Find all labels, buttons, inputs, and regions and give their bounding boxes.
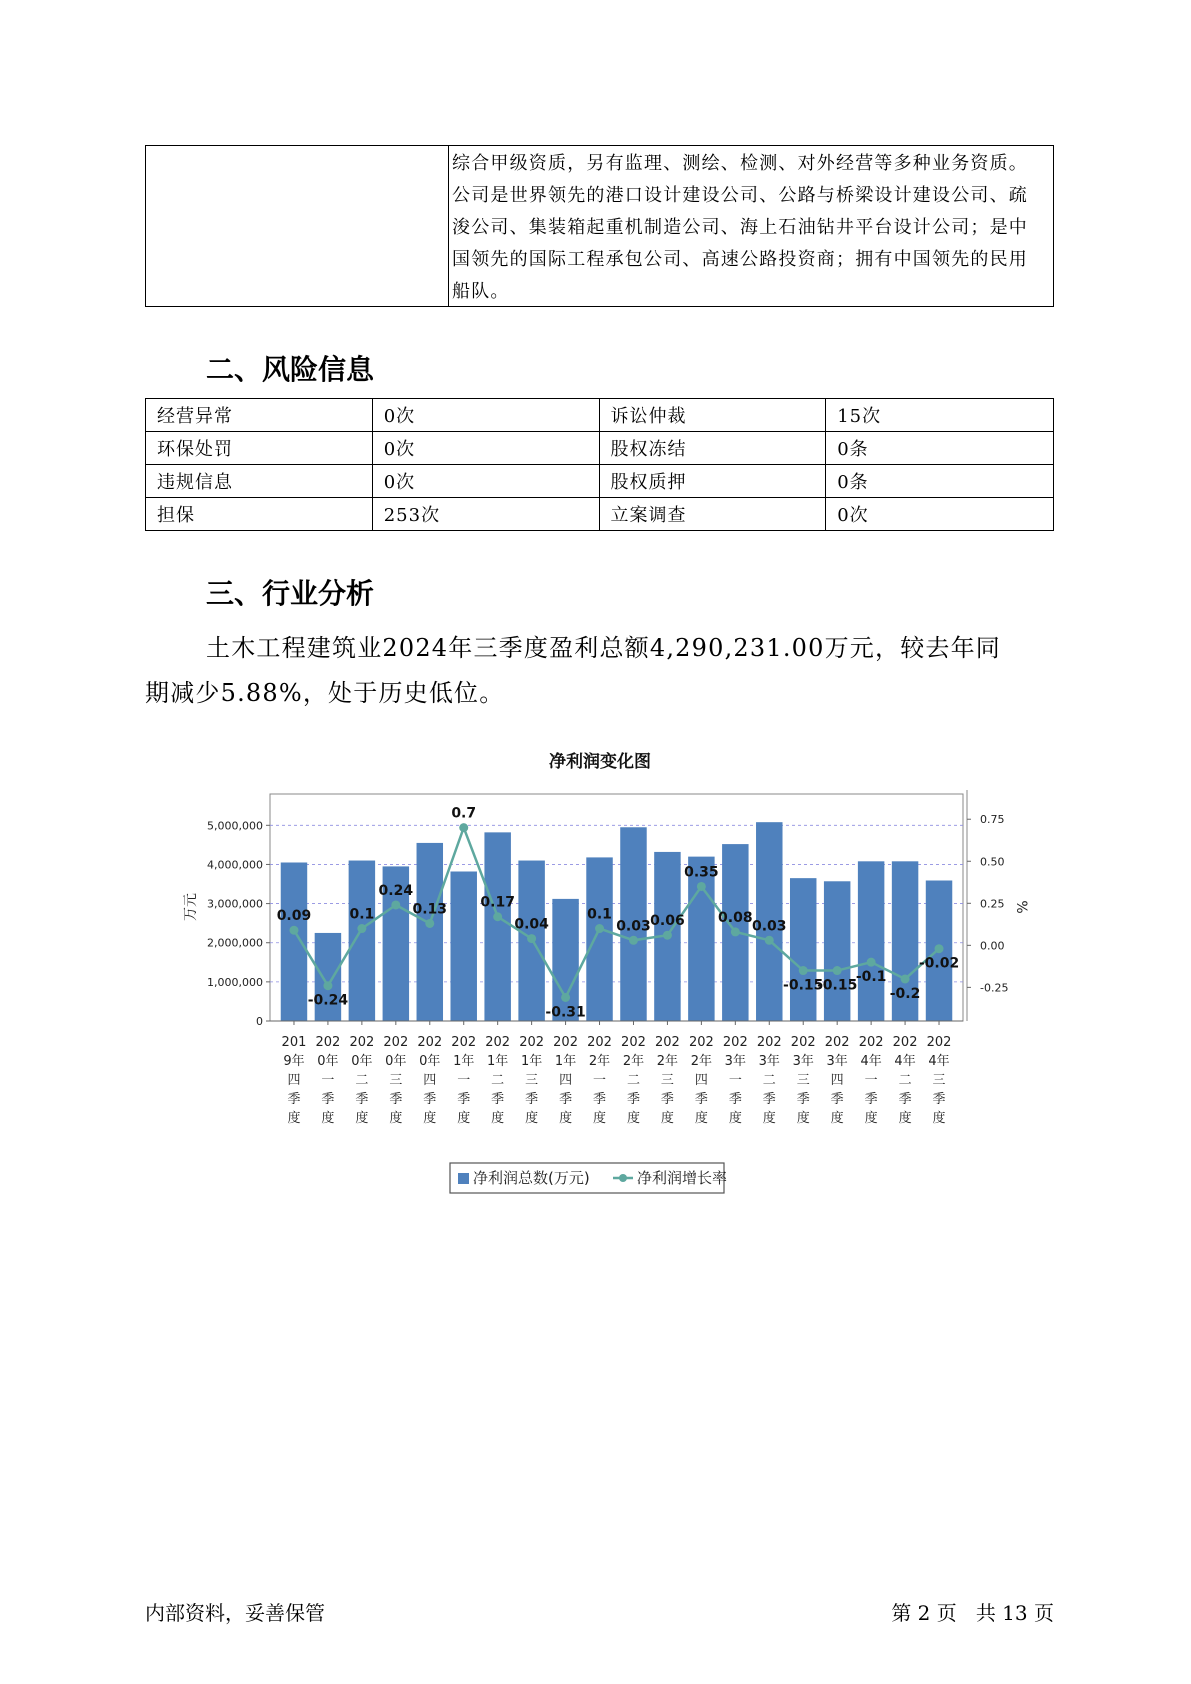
company-description-cell [449,146,1053,306]
growth-rate-point [595,924,604,933]
y2-tick-label: -0.25 [980,981,1009,995]
net-profit-bar [484,832,510,1021]
growth-rate-label: 0.09 [276,908,312,925]
y-tick-label: 0 [256,1015,263,1028]
x-tick-label: 202 0年四季度 [417,1035,443,1126]
net-profit-bar [790,878,816,1021]
description-line: 船队。 [452,281,510,302]
legend-line-label: 净利润增长率 [637,1169,728,1187]
growth-rate-point [561,993,570,1002]
growth-rate-point [765,936,774,945]
x-tick-label: 202 1年三季度 [519,1035,545,1126]
footer-page-number: 第 2 页 共 13 页 [891,1601,1054,1625]
x-tick-label: 202 4年二季度 [892,1035,918,1126]
x-tick-label: 202 0年二季度 [349,1035,375,1126]
risk-value: 0次 [826,498,1054,531]
growth-rate-point [527,934,536,943]
description-line: 综合甲级资质，另有监理、测绘、检测、对外经营等多种业务资质。 [452,153,1028,174]
chart-title: 净利润变化图 [549,752,651,772]
x-tick-label: 201 9年四季度 [281,1035,307,1126]
growth-rate-point [357,924,366,933]
net-profit-bar [450,871,476,1021]
growth-rate-point [391,900,400,909]
x-tick-label: 202 4年一季度 [858,1035,884,1126]
growth-rate-label: 0.24 [378,882,414,899]
analysis-paragraph-line: 期减少5.88%，处于历史低位。 [145,679,505,707]
x-tick-label: 202 2年三季度 [655,1035,680,1126]
legend-bar-swatch [458,1173,469,1184]
chart-legend [450,1163,727,1193]
analysis-paragraph-line: 土木工程建筑业2024年三季度盈利总额4,290,231.00万元，较去年同 [206,634,1001,662]
growth-rate-label: -0.24 [307,992,349,1009]
y-tick-label: 5,000,000 [207,819,263,833]
x-axis-ticks [282,1021,952,1126]
growth-rate-label: -0.15 [783,977,824,994]
net-profit-bar [586,857,612,1021]
risk-label: 诉讼仲裁 [599,399,826,432]
footer-confidential: 内部资料，妥善保管 [145,1601,325,1625]
risk-value: 0条 [826,432,1054,465]
x-tick-label: 202 0年一季度 [315,1035,341,1126]
growth-rate-label: 0.7 [451,805,477,822]
growth-rate-point [833,966,842,975]
description-line: 国领先的国际工程承包公司、高速公路投资商；拥有中国领先的民用 [452,249,1028,270]
growth-rate-label: -0.2 [889,985,921,1002]
risk-label: 环保处罚 [146,432,373,465]
risk-value: 0条 [826,465,1054,498]
growth-rate-label: 0.08 [718,909,753,926]
y2-axis-label: % [1013,900,1029,914]
growth-rate-label: 0.04 [514,916,549,933]
x-tick-label: 202 2年四季度 [688,1035,714,1126]
growth-rate-point [323,981,332,990]
risk-label: 经营异常 [146,399,373,432]
growth-rate-point [697,882,706,891]
risk-label: 股权冻结 [599,432,826,465]
y-tick-label: 2,000,000 [207,936,263,950]
growth-rate-label: 0.13 [412,901,448,918]
y2-tick-label: 0.25 [980,897,1005,911]
growth-rate-label: -0.15 [816,977,858,994]
industry-section-title: 三、行业分析 [206,577,375,610]
description-line: 浚公司、集装箱起重机制造公司、海上石油钻井平台设计公司；是中 [452,217,1028,238]
growth-rate-label: 0.17 [480,894,515,911]
risk-value: 0次 [372,399,599,432]
table-row [146,399,1054,432]
description-line: 公司是世界领先的港口设计建设公司、公路与桥梁设计建设公司、疏 [452,185,1028,206]
risk-info-table [145,398,1054,531]
risk-value: 15次 [826,399,1054,432]
net-profit-chart [175,740,1035,1200]
growth-rate-label: 0.1 [349,906,375,923]
legend-bar-label: 净利润总数(万元) [473,1169,590,1187]
y-tick-label: 4,000,000 [207,858,263,872]
x-tick-label: 202 2年一季度 [587,1035,612,1126]
growth-rate-point [425,919,434,928]
growth-rate-point [799,966,808,975]
growth-rate-point [867,958,876,967]
growth-rate-label: 0.06 [650,913,685,930]
growth-rate-label: 0.03 [752,918,787,935]
y2-tick-label: 0.50 [980,855,1005,869]
net-profit-bar [349,861,375,1021]
net-profit-bar [281,862,307,1021]
growth-rate-label: 0.35 [684,864,719,881]
company-info-table [145,145,1054,307]
x-tick-label: 202 3年三季度 [790,1035,816,1126]
risk-value: 253次 [372,498,599,531]
y2-axis-ticks [967,790,1008,1021]
growth-rate-point [901,974,910,983]
y-tick-label: 3,000,000 [207,897,263,911]
legend-line-marker [619,1174,627,1182]
growth-rate-point [731,927,740,936]
table-label-cell [146,146,449,306]
risk-value: 0次 [372,465,599,498]
risk-section-title: 二、风险信息 [206,353,375,386]
x-tick-label: 202 3年二季度 [756,1035,782,1126]
growth-rate-point [935,944,944,953]
growth-rate-point [663,931,672,940]
y-axis-label: 万元 [183,893,199,921]
x-tick-label: 202 1年一季度 [451,1035,477,1126]
growth-rate-label: -0.02 [918,955,960,972]
net-profit-bar [552,899,578,1021]
table-row [146,498,1054,531]
y2-tick-label: 0.75 [980,813,1005,827]
growth-rate-point [459,823,468,832]
x-tick-label: 202 1年四季度 [553,1035,578,1126]
table-row [146,432,1054,465]
x-tick-label: 202 2年二季度 [621,1035,646,1126]
y-tick-label: 1,000,000 [207,975,263,989]
risk-label: 违规信息 [146,465,373,498]
x-tick-label: 202 3年四季度 [824,1035,850,1126]
growth-rate-label: -0.31 [545,1004,586,1021]
risk-label: 股权质押 [599,465,826,498]
table-row [146,465,1054,498]
growth-rate-point [289,926,298,935]
risk-value: 0次 [372,432,599,465]
net-profit-bar [688,857,714,1021]
growth-rate-point [493,912,502,921]
risk-label: 担保 [146,498,373,531]
net-profit-bar [417,843,443,1021]
x-tick-label: 202 0年三季度 [383,1035,409,1126]
x-tick-label: 202 4年三季度 [926,1035,952,1126]
growth-rate-point [629,936,638,945]
growth-rate-label: 0.03 [616,918,651,935]
net-profit-bar [858,861,884,1021]
net-profit-bar [824,881,850,1021]
x-tick-label: 202 1年二季度 [485,1035,511,1126]
risk-label: 立案调查 [599,498,826,531]
growth-rate-label: -0.1 [855,969,887,986]
growth-rate-label: 0.1 [587,906,612,923]
y2-tick-label: 0.00 [980,939,1005,953]
y-axis-ticks [207,819,270,1028]
x-tick-label: 202 3年一季度 [722,1035,748,1126]
